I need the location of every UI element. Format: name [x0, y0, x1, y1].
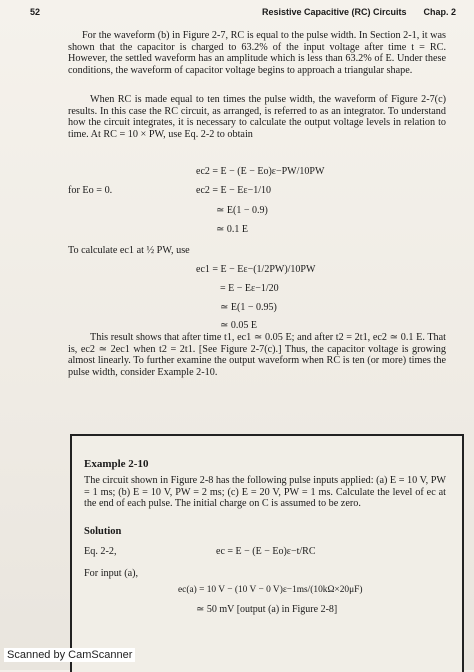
- example-text: The circuit shown in Figure 2-8 has the following pulse inputs applied: (a) E = 10 V, PW = 1 ms; (b) E = 10 V, PW = 2 ms; (c) E = 20 V, PW = 1 ms. Calculate the level of ec at the end of each pulse. The initial charge on C is assumed to be zero.: [84, 475, 446, 510]
- page-header: [30, 7, 456, 21]
- equation-ec-a-line2: ≃ 50 mV [output (a) in Figure 2-8]: [196, 604, 338, 615]
- eo-zero-label: for Eo = 0.: [68, 185, 113, 196]
- equation-ec1-line2: = E − Eε−1/20: [220, 283, 279, 294]
- page-number: 52: [30, 7, 41, 17]
- scanner-watermark: Scanned by CamScanner: [4, 648, 135, 662]
- paragraph-1: For the waveform (b) in Figure 2-7, RC is equal to the pulse width. In Section 2-1, it was shown that the capacitor is charged to 63.2% of the input voltage after time t = RC. However, the settled waveform has an amplitude which is less than 63.2% of E. Under these conditions, the waveform of capacitor voltage begins to approach a triangular shape.: [68, 30, 446, 76]
- example-title: Example 2-10: [84, 458, 149, 470]
- equation-ec1-line3: ≃ E(1 − 0.95): [220, 302, 277, 313]
- equation-ec2-line4: ≃ 0.1 E: [216, 224, 248, 235]
- equation-ec2-line3: ≃ E(1 − 0.9): [216, 205, 268, 216]
- chapter-label: Chap. 2: [423, 7, 456, 17]
- equation-ec-a-line1: ec(a) = 10 V − (10 V − 0 V)ε−1ms/(10kΩ×20μF): [178, 585, 363, 595]
- equation-ec1-line4: ≃ 0.05 E: [220, 320, 257, 331]
- equation-ec-general: ec = E − (E − Eo)ε−t/RC: [216, 546, 316, 557]
- equation-ec1-line1: ec1 = E − Eε−(1/2PW)/10PW: [196, 264, 316, 275]
- calc-ec1-label: To calculate ec1 at ½ PW, use: [68, 245, 190, 256]
- paragraph-3: This result shows that after time t1, ec1 ≃ 0.05 E; and after t2 = 2t1, ec2 ≃ 0.1 E. That is, ec2 ≃ 2ec1 when t2 = 2t1. [See Figure 2-7(c).] Thus, the capacitor voltage is growing almost linearly. To further examine the output waveform when RC is ten (or more) times the pulse width, consider Example 2-10.: [68, 332, 446, 378]
- paragraph-2: When RC is made equal to ten times the pulse width, the waveform of Figure 2-7(c) results. In this case the RC circuit, as arranged, is referred to as an integrator. To understand how the circuit integrates, it is necessary to calculate the output voltage levels in relation to time. At RC = 10 × PW, use Eq. 2-2 to obtain: [68, 94, 446, 140]
- solution-heading: Solution: [84, 526, 122, 537]
- equation-ec2-line1: ec2 = E − (E − Eo)ε−PW/10PW: [196, 166, 325, 177]
- running-title: Resistive Capacitive (RC) Circuits: [262, 7, 407, 17]
- input-a-label: For input (a),: [84, 568, 139, 579]
- equation-ec2-line2: ec2 = E − Eε−1/10: [196, 185, 271, 196]
- eq-reference: Eq. 2-2,: [84, 546, 117, 557]
